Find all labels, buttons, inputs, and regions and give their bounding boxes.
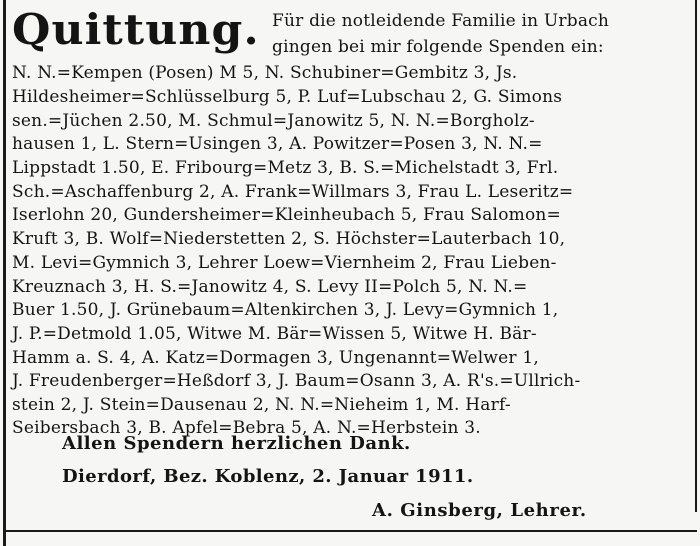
donation-line: Sch.=Aschaffenburg 2, A. Frank=Willmars 3, Frau L. Leseritz=: [12, 182, 574, 202]
place-date-line: Dierdorf, Bez. Koblenz, 2. Januar 1911.: [62, 466, 474, 487]
donation-line: Kruft 3, B. Wolf=Niederstetten 2, S. Höchster=Lauterbach 10,: [12, 229, 566, 249]
donation-line: Kreuznach 3, H. S.=Janowitz 4, S. Levy II=Polch 5, N. N.=: [12, 277, 528, 297]
bottom-border-rule: [3, 530, 697, 532]
right-border-rule: [695, 0, 697, 512]
donation-line: J. Freudenberger=Heßdorf 3, J. Baum=Osann 3, A. R's.=Ullrich-: [12, 371, 581, 391]
intro-line: gingen bei mir folgende Spenden ein:: [272, 37, 604, 57]
donation-line: Iserlohn 20, Gundersheimer=Kleinheubach 5, Frau Salomon=: [12, 205, 561, 225]
document-title: Quittung.: [12, 5, 260, 54]
signature-line: A. Ginsberg, Lehrer.: [372, 500, 587, 521]
donation-line: sen.=Jüchen 2.50, M. Schmul=Janowitz 5, N. N.=Borgholz-: [12, 111, 535, 131]
left-border-rule: [3, 0, 6, 546]
donation-line: Hildesheimer=Schlüsselburg 5, P. Luf=Lubschau 2, G. Simons: [12, 87, 563, 107]
donation-line: M. Levi=Gymnich 3, Lehrer Loew=Viernheim 2, Frau Lieben-: [12, 253, 557, 273]
donation-line: N. N.=Kempen (Posen) M 5, N. Schubiner=Gembitz 3, Js.: [12, 63, 518, 83]
donation-line: stein 2, J. Stein=Dausenau 2, N. N.=Nieheim 1, M. Harf-: [12, 395, 511, 415]
donation-line: J. P.=Detmold 1.05, Witwe M. Bär=Wissen 5, Witwe H. Bär-: [12, 324, 537, 344]
thanks-line: Allen Spendern herzlichen Dank.: [62, 433, 411, 454]
donation-line: Hamm a. S. 4, A. Katz=Dormagen 3, Ungenannt=Welwer 1,: [12, 348, 539, 368]
donation-line: Lippstadt 1.50, E. Fribourg=Metz 3, B. S.=Michelstadt 3, Frl.: [12, 158, 559, 178]
donation-line: Buer 1.50, J. Grünebaum=Altenkirchen 3, J. Levy=Gymnich 1,: [12, 300, 559, 320]
donation-line: hausen 1, L. Stern=Usingen 3, A. Powitzer=Posen 3, N. N.=: [12, 134, 543, 154]
intro-line: Für die notleidende Familie in Urbach: [272, 11, 610, 31]
donation-line: Seibersbach 3, B. Apfel=Bebra 5, A. N.=Herbstein 3.: [12, 418, 481, 438]
